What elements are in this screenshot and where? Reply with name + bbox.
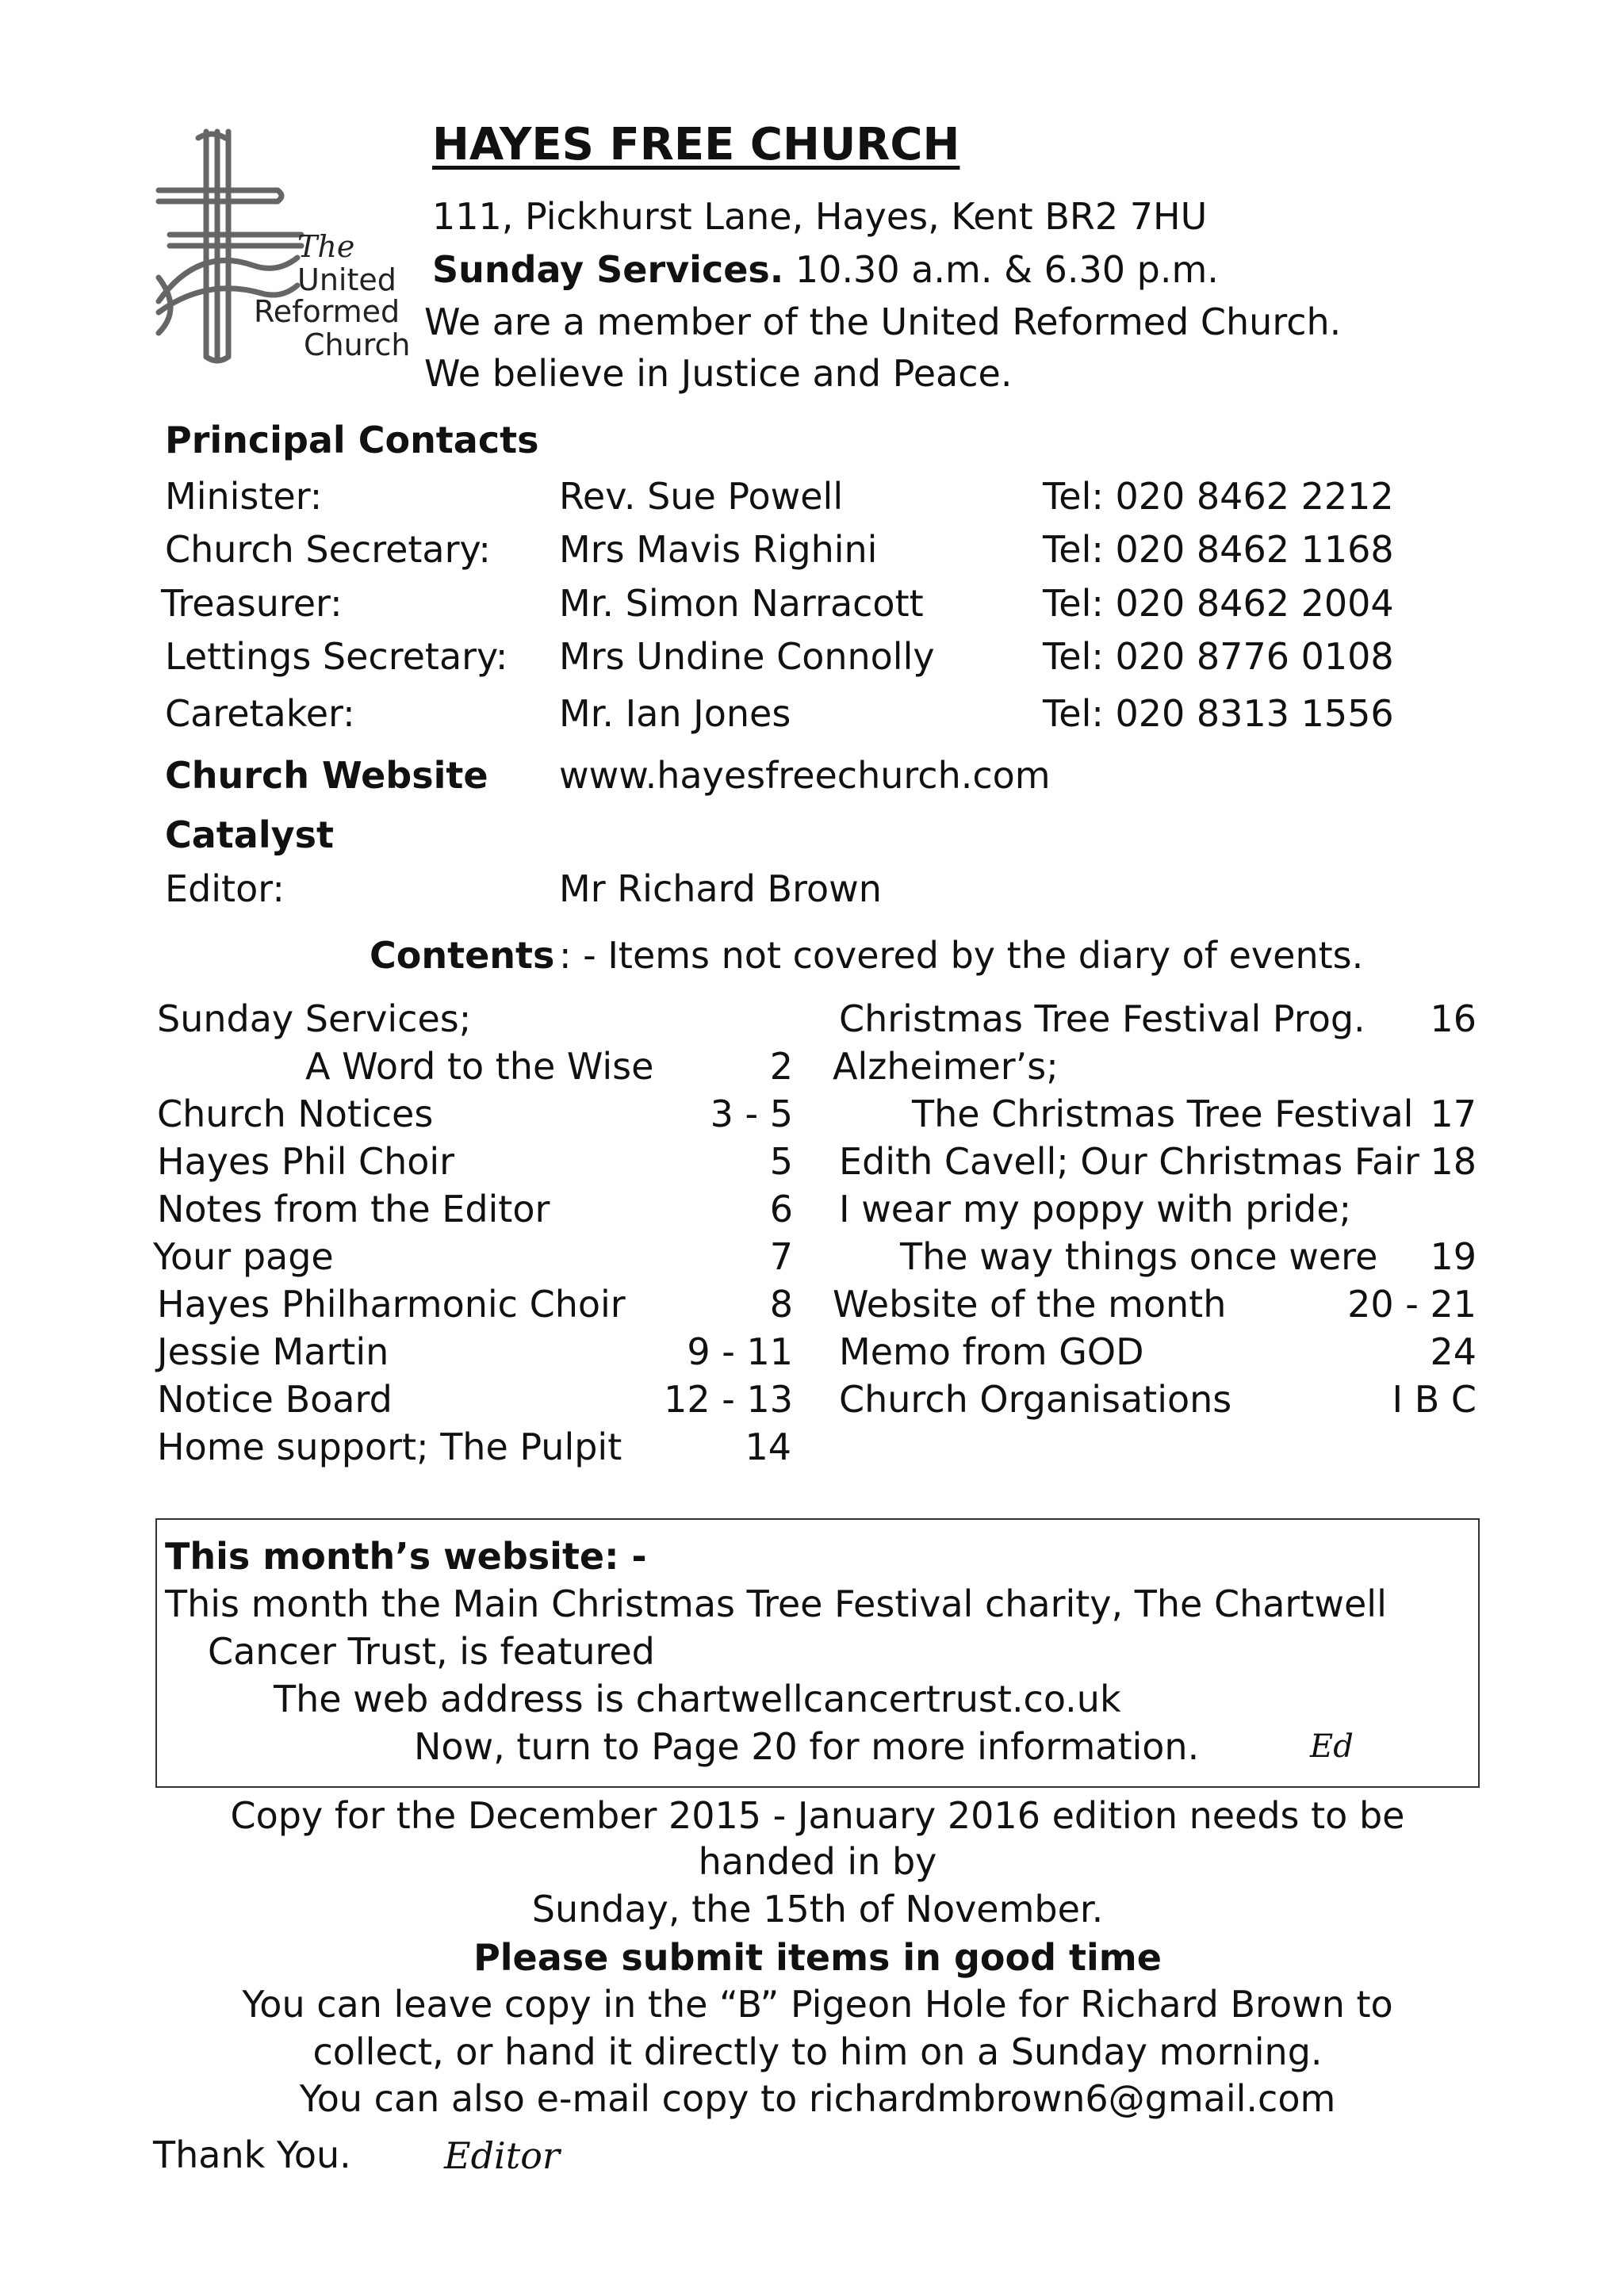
- services-label: Sunday Services.: [432, 248, 784, 291]
- contacts-heading: Principal Contacts: [165, 419, 539, 461]
- contents-item-title: I wear my poppy with pride;: [839, 1188, 1352, 1230]
- contact-tel: Tel: 020 8462 1168: [1043, 528, 1394, 571]
- website-box-line: This month the Main Christmas Tree Festival charity, The Chartwell: [165, 1582, 1387, 1625]
- contents-note: : - Items not covered by the diary of events.: [559, 934, 1364, 977]
- contents-item-title: Website of the month: [833, 1283, 1227, 1326]
- urc-logo: [151, 127, 412, 365]
- member-statement: We are a member of the United Reformed Church.: [424, 300, 1342, 343]
- copy-notice-line: handed in by: [698, 1840, 937, 1883]
- website-box-line: Now, turn to Page 20 for more information.: [414, 1725, 1200, 1768]
- contact-name: Rev. Sue Powell: [559, 475, 844, 518]
- contents-item-title: Church Notices: [157, 1093, 434, 1135]
- belief-statement: We believe in Justice and Peace.: [424, 352, 1013, 395]
- logo-text-the: The: [297, 229, 355, 264]
- contact-role: Treasurer:: [161, 582, 343, 625]
- contact-role: Caretaker:: [165, 692, 355, 735]
- email-line: You can also e-mail copy to richardmbrown6@gmail.com: [299, 2077, 1336, 2120]
- contents-item-title: Notice Board: [157, 1378, 393, 1421]
- submit-reminder: Please submit items in good time: [473, 1936, 1162, 1979]
- ed-signature: Ed: [1310, 1728, 1354, 1765]
- website-label: Church Website: [165, 754, 488, 797]
- editor-signature: Editor: [444, 2134, 560, 2177]
- editor-name: Mr Richard Brown: [559, 867, 882, 910]
- services-times: 10.30 a.m. & 6.30 p.m.: [795, 248, 1219, 291]
- services-line: [432, 247, 1219, 292]
- copy-notice-line: collect, or hand it directly to him on a Sunday morning.: [312, 2030, 1323, 2073]
- logo-text-reformed: Reformed: [254, 294, 400, 329]
- contents-item-page: I B C: [1392, 1378, 1477, 1421]
- contact-role: Minister:: [165, 475, 323, 518]
- contact-tel: Tel: 020 8462 2004: [1043, 582, 1394, 625]
- copy-notice-line: You can leave copy in the “B” Pigeon Hole for Richard Brown to: [242, 1983, 1393, 2026]
- contents-item-title: Your page: [153, 1235, 334, 1278]
- website-box-address: The web address is chartwellcancertrust.co.uk: [274, 1678, 1121, 1720]
- contents-item-title: The way things once were: [900, 1235, 1378, 1278]
- copy-notice-line: Copy for the December 2015 - January 2016 edition needs to be: [230, 1794, 1405, 1837]
- logo-text-united: United: [297, 262, 396, 297]
- contents-item-page: 12 - 13: [664, 1378, 793, 1421]
- church-website-link[interactable]: www.hayesfreechurch.com: [559, 754, 1051, 797]
- church-address: 111, Pickhurst Lane, Hayes, Kent BR2 7HU: [432, 195, 1208, 238]
- website-box-line: Cancer Trust, is featured: [208, 1630, 655, 1673]
- contents-item-page: 18: [1430, 1140, 1477, 1183]
- contents-label: Contents: [370, 934, 555, 977]
- logo-text-church: Church: [304, 327, 411, 362]
- contents-item-page: 9 - 11: [687, 1330, 793, 1373]
- contact-name: Mrs Mavis Righini: [559, 528, 878, 571]
- contact-tel: Tel: 020 8776 0108: [1043, 635, 1394, 678]
- contents-item-page: 6: [769, 1188, 793, 1230]
- contents-item-page: 24: [1430, 1330, 1477, 1373]
- contents-item-page: 14: [745, 1425, 791, 1468]
- contact-name: Mrs Undine Connolly: [559, 635, 935, 678]
- catalyst-heading: Catalyst: [165, 813, 334, 856]
- contents-item-page: 5: [769, 1140, 793, 1183]
- church-title: HAYES FREE CHURCH: [432, 119, 960, 170]
- contents-item-page: 2: [769, 1045, 793, 1088]
- contact-role: Church Secretary:: [165, 528, 491, 571]
- contents-item-page: 7: [769, 1235, 793, 1278]
- contents-item-title: Sunday Services;: [157, 997, 472, 1040]
- cross-fish-icon: [151, 127, 309, 365]
- contact-name: Mr. Ian Jones: [559, 692, 791, 735]
- contents-item-title: The Christmas Tree Festival: [912, 1093, 1414, 1135]
- contents-item-page: 17: [1430, 1093, 1477, 1135]
- contents-item-title: Memo from GOD: [839, 1330, 1144, 1373]
- contents-item-page: 19: [1430, 1235, 1477, 1278]
- contents-item-title: Hayes Philharmonic Choir: [157, 1283, 626, 1326]
- editor-label: Editor:: [165, 867, 285, 910]
- contents-item-title: Edith Cavell; Our Christmas Fair: [839, 1140, 1419, 1183]
- contents-item-title: Notes from the Editor: [157, 1188, 550, 1230]
- contents-item-title: Church Organisations: [839, 1378, 1232, 1421]
- contents-item-title: Alzheimer’s;: [833, 1045, 1059, 1088]
- contact-role: Lettings Secretary:: [165, 635, 508, 678]
- contents-item-title: Hayes Phil Choir: [157, 1140, 455, 1183]
- contact-name: Mr. Simon Narracott: [559, 582, 924, 625]
- contents-item-title: Jessie Martin: [157, 1330, 389, 1373]
- contents-item-page: 3 - 5: [710, 1093, 793, 1135]
- contents-item-page: 16: [1430, 997, 1477, 1040]
- copy-deadline: Sunday, the 15th of November.: [531, 1888, 1104, 1931]
- website-box-heading: This month’s website: -: [165, 1535, 647, 1578]
- contact-tel: Tel: 020 8462 2212: [1043, 475, 1394, 518]
- contents-item-title: A Word to the Wise: [305, 1045, 654, 1088]
- contents-item-title: Home support; The Pulpit: [157, 1425, 622, 1468]
- contact-tel: Tel: 020 8313 1556: [1043, 692, 1394, 735]
- contents-item-page: 20 - 21: [1347, 1283, 1477, 1326]
- contents-item-title: Christmas Tree Festival Prog.: [839, 997, 1365, 1040]
- contents-item-page: 8: [769, 1283, 793, 1326]
- thank-you: Thank You.: [153, 2133, 351, 2176]
